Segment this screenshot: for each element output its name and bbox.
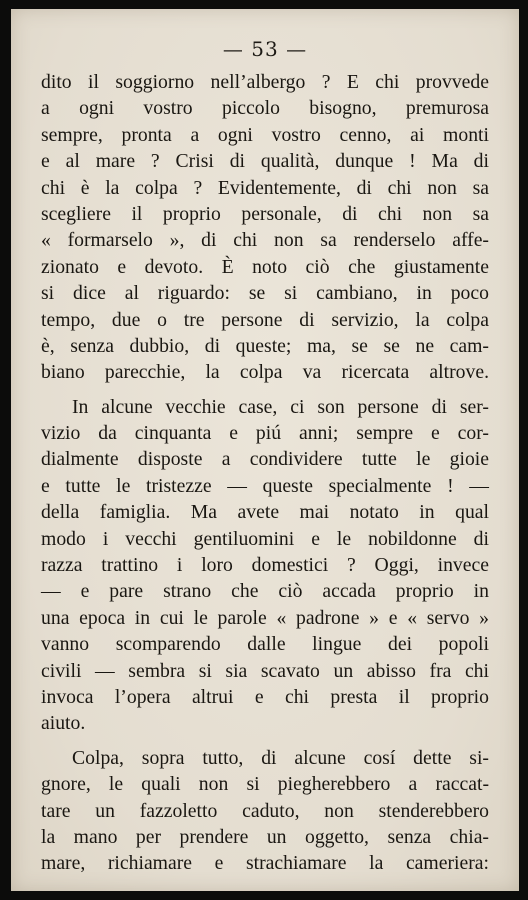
- book-page: [11, 9, 519, 891]
- text-line: vanno scomparendo dalle lingue dei popoli: [41, 633, 489, 656]
- text-line: a ogni vostro piccolo bisogno, premurosa: [41, 97, 489, 120]
- text-line: civili — sembra si sia scavato un abisso fra chi: [41, 659, 489, 682]
- text-line: scegliere il proprio personale, di chi non sa: [41, 202, 489, 225]
- text-line: zionato e devoto. È noto ciò che giustamente: [41, 255, 489, 278]
- text-line: razza trattino i loro domestici ? Oggi, invece: [41, 554, 489, 577]
- text-line: tempo, due o tre persone di servizio, la colpa: [41, 308, 489, 331]
- text-line: dialmente disposte a condividere tutte le gioie: [41, 448, 489, 471]
- text-line: invoca l’opera altrui e chi presta il proprio: [41, 685, 489, 708]
- paragraph-2: [41, 394, 489, 737]
- text-line: è, senza dubbio, di queste; ma, se se ne cam-: [41, 334, 489, 357]
- text-line: aiuto.: [41, 712, 86, 735]
- text-line: « formarselo », di chi non sa renderselo affe-: [41, 229, 489, 252]
- text-line: la mano per prendere un oggetto, senza chia-: [41, 825, 489, 848]
- text-line: chi è la colpa ? Evidentemente, di chi non sa: [41, 176, 489, 199]
- text-line: vizio da cinquanta e piú anni; sempre e cor-: [41, 422, 489, 445]
- text-line: una epoca in cui le parole « padrone » e « servo »: [41, 606, 489, 629]
- text-line: tare un fazzoletto caduto, non stenderebbero: [41, 799, 489, 822]
- text-line: modo i vecchi gentiluomini e le nobildonne di: [41, 527, 489, 550]
- text-line: sempre, pronta a ogni vostro cenno, ai monti: [41, 123, 489, 146]
- body-text: [41, 69, 489, 877]
- text-line: Colpa, sopra tutto, di alcune cosí dette si-: [72, 746, 489, 769]
- text-line: In alcune vecchie case, ci son persone di ser-: [72, 395, 489, 418]
- text-line: — e pare strano che ciò accada proprio in: [41, 580, 489, 603]
- paragraph-gap: [41, 386, 489, 394]
- paragraph-1: [41, 69, 489, 386]
- page-number: — 53 —: [222, 37, 308, 61]
- text-line: gnore, le quali non si piegherebbero a raccat-: [41, 773, 489, 796]
- paragraph-3: [41, 745, 489, 877]
- text-line: e tutte le tristezze — queste specialmente ! —: [41, 474, 489, 497]
- text-line: dito il soggiorno nell’albergo ? E chi provvede: [41, 71, 489, 93]
- text-line: si dice al riguardo: se si cambiano, in poco: [41, 282, 489, 305]
- text-line: della famiglia. Ma avete mai notato in qual: [41, 501, 489, 524]
- paragraph-gap: [41, 737, 489, 745]
- text-line: mare, richiamare e strachiamare la cameriera:: [41, 852, 489, 875]
- text-line: biano parecchie, la colpa va ricercata altrove.: [41, 361, 489, 384]
- text-line: e al mare ? Crisi di qualità, dunque ! Ma di: [41, 150, 489, 173]
